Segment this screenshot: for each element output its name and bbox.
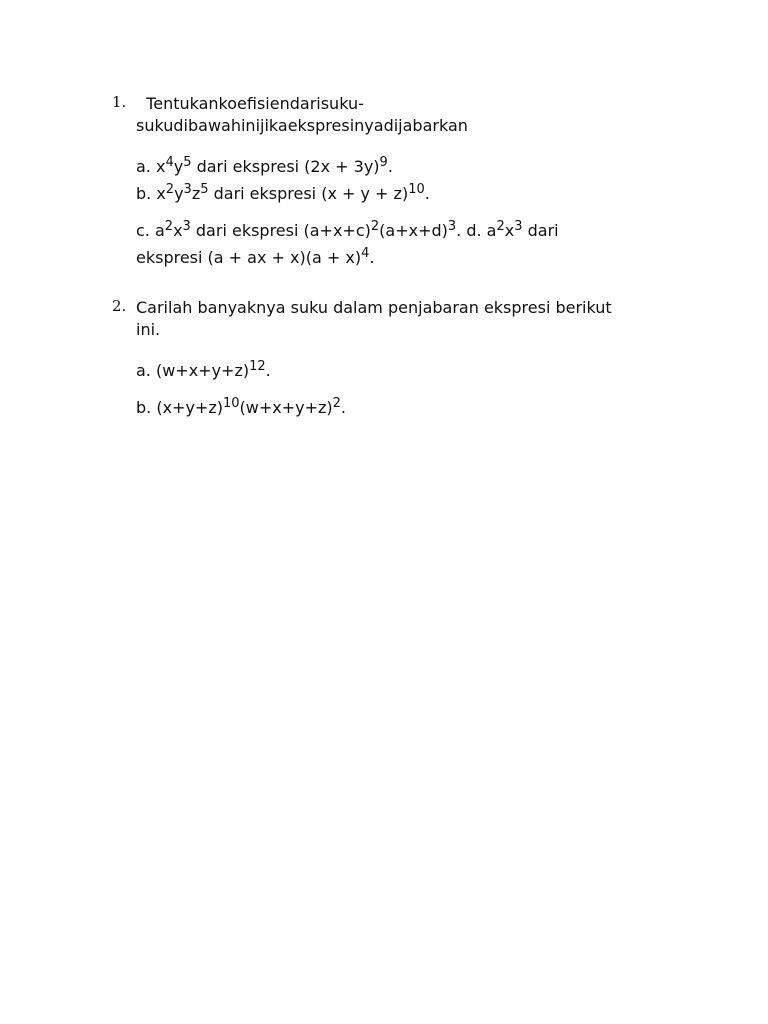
heading-line: Tentukankoefisiendarisuku- (146, 94, 364, 113)
question-number: 2. (112, 297, 127, 315)
sub-item-a: a. $x^4y^5$ dari ekspresi $(2x + 3y)^9$. (136, 155, 393, 176)
heading-line: Carilah banyaknya suku dalam penjabaran ekspresi berikut (136, 298, 612, 317)
question-2 (112, 297, 672, 421)
question-1 (112, 93, 672, 271)
question-heading (136, 297, 672, 341)
heading-line: ini. (136, 320, 161, 339)
sub-item-c-d: c. $a^2x^3$ dari ekspresi $(a+x+c)^2(a+x+d)^3$. d. $a^2x^3$ dari ekspresi (a + ax + $x)(a + x)^4$. (136, 219, 559, 267)
sub-item-b: b. $x^2y^3z^5$ dari ekspresi $(x + y + z)^{10}$. (136, 182, 430, 203)
question-body (136, 297, 672, 421)
question-number: 1. (112, 93, 127, 111)
question-heading (136, 93, 672, 137)
heading-line: sukudibawahinijikaekspresinyadijabarkan (136, 116, 468, 135)
sub-item-a: a. $(w+x+y+z)^{12}$. (136, 359, 271, 380)
question-body (136, 93, 672, 271)
sub-item-b: b. $(x+y+z)^{10}(w+x+y+z)^2$. (136, 396, 347, 417)
